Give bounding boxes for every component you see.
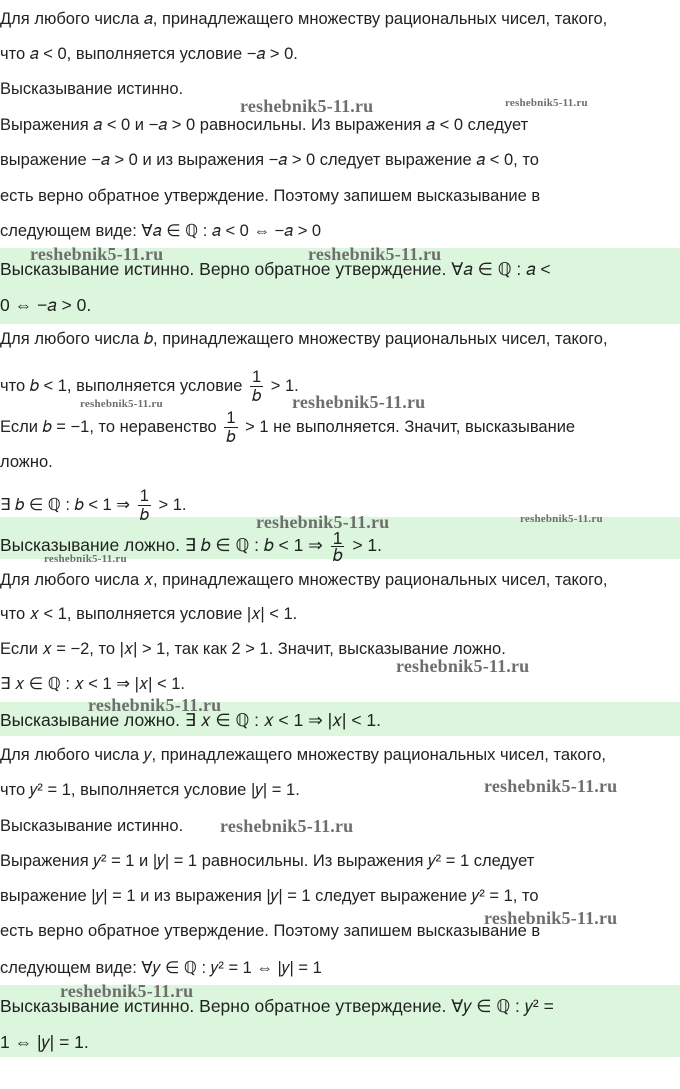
s1-line-4: Выражения 𝑎 < 0 и −𝑎 > 0 равносильны. Из выражения 𝑎 < 0 следует — [0, 116, 529, 134]
watermark: reshebnik5-11.ru — [505, 97, 588, 109]
s4-line-2: что 𝑦² = 1, выполняется условие |𝑦| = 1. — [0, 781, 300, 799]
s2-answer-text: Высказывание ложно. ∃ 𝑏 ∈ ℚ : 𝑏 < 1 ⇒ — [0, 535, 323, 556]
fraction-1-over-b — [250, 368, 263, 405]
s4-answer-line-1: Высказывание истинно. Верно обратное утверждение. ∀𝑦 ∈ ℚ : 𝑦² = — [0, 996, 554, 1016]
s1-line-1: Для любого числа 𝑎, принадлежащего множеству рациональных чисел, такого, — [0, 10, 608, 28]
s1-line-3: Высказывание истинно. — [0, 80, 184, 98]
fraction-numerator: 1 — [332, 528, 343, 548]
watermark: reshebnik5-11.ru — [396, 656, 530, 676]
s2-line-5-rhs: > 1. — [158, 495, 187, 514]
watermark: reshebnik5-11.ru — [520, 513, 603, 525]
watermark: reshebnik5-11.ru — [30, 244, 164, 264]
s2-line-4: ложно. — [0, 453, 53, 471]
s1-line-5: выражение −𝑎 > 0 и из выражения −𝑎 > 0 следует выражение 𝑎 < 0, то — [0, 151, 539, 169]
s4-line-3: Высказывание истинно. — [0, 817, 184, 835]
s3-line-4: ∃ 𝑥 ∈ ℚ : 𝑥 < 1 ⇒ |𝑥| < 1. — [0, 675, 185, 693]
watermark: reshebnik5-11.ru — [308, 244, 442, 264]
watermark: reshebnik5-11.ru — [484, 776, 618, 796]
s2-line-3-text: Если 𝑏 = −1, то неравенство — [0, 417, 217, 436]
watermark: reshebnik5-11.ru — [60, 981, 194, 1001]
watermark: reshebnik5-11.ru — [484, 908, 618, 928]
s4-line-6: есть верно обратное утверждение. Поэтому запишем высказывание в — [0, 922, 541, 940]
fraction-denominator: 𝑏 — [332, 545, 343, 565]
s4-line-7: следующем виде: ∀𝑦 ∈ ℚ : 𝑦² = 1 ⇔ |𝑦| = 1 — [0, 959, 322, 977]
s4-line-4: Выражения 𝑦² = 1 и |𝑦| = 1 равносильны. Из выражения 𝑦² = 1 следует — [0, 852, 535, 870]
fraction-numerator: 1 — [251, 368, 262, 386]
s3-answer-line: Высказывание ложно. ∃ 𝑥 ∈ ℚ : 𝑥 < 1 ⇒ |𝑥| < 1. — [0, 710, 382, 730]
s2-line-2-text: что 𝑏 < 1, выполняется условие — [0, 376, 243, 395]
fraction-numerator: 1 — [139, 487, 149, 505]
watermark: reshebnik5-11.ru — [256, 512, 390, 532]
watermark: reshebnik5-11.ru — [80, 398, 163, 410]
s2-line-3 — [0, 409, 680, 446]
fraction-1-over-b — [138, 487, 151, 524]
s1-answer-line-1: Высказывание истинно. Верно обратное утверждение. ∀𝑎 ∈ ℚ : 𝑎 < — [0, 259, 551, 279]
s4-line-1: Для любого числа 𝑦, принадлежащего множеству рациональных чисел, такого, — [0, 746, 607, 764]
s1-line-7: следующем виде: ∀𝑎 ∈ ℚ : 𝑎 < 0 ⇔ −𝑎 > 0 — [0, 222, 322, 240]
watermark: reshebnik5-11.ru — [88, 695, 222, 715]
watermark: reshebnik5-11.ru — [292, 392, 426, 412]
s1-line-2: что 𝑎 < 0, выполняется условие −𝑎 > 0. — [0, 45, 298, 63]
fraction-1-over-b — [331, 530, 345, 563]
fraction-denominator: 𝑏 — [226, 428, 236, 446]
fraction-1-over-b — [224, 409, 237, 446]
s2-line-3-rhs: > 1 не выполняется. Значит, высказывание — [245, 417, 576, 436]
s1-line-6: есть верно обратное утверждение. Поэтому запишем высказывание в — [0, 187, 541, 205]
s3-line-3: Если 𝑥 = −2, то |𝑥| > 1, так как 2 > 1. Значит, высказывание ложно. — [0, 640, 506, 658]
s1-answer-line-2: 0 ⇔ −𝑎 > 0. — [0, 295, 92, 315]
fraction-numerator: 1 — [226, 409, 236, 427]
s2-line-5-text: ∃ 𝑏 ∈ ℚ : 𝑏 < 1 ⇒ — [0, 495, 131, 514]
watermark: reshebnik5-11.ru — [240, 96, 374, 116]
s3-line-2: что 𝑥 < 1, выполняется условие |𝑥| < 1. — [0, 605, 298, 623]
fraction-denominator: 𝑏 — [139, 506, 149, 524]
s3-line-1: Для любого числа 𝑥, принадлежащего множеству рациональных чисел, такого, — [0, 571, 608, 589]
s4-line-5: выражение |𝑦| = 1 и из выражения |𝑦| = 1 следует выражение 𝑦² = 1, то — [0, 887, 539, 905]
s2-answer-rhs: > 1. — [352, 535, 383, 556]
s2-line-1: Для любого числа 𝑏, принадлежащего множеству рациональных чисел, такого, — [0, 330, 608, 348]
watermark: reshebnik5-11.ru — [220, 816, 354, 836]
s4-answer-line-2: 1 ⇔ |𝑦| = 1. — [0, 1032, 89, 1052]
fraction-denominator: 𝑏 — [251, 387, 262, 405]
watermark: reshebnik5-11.ru — [44, 553, 127, 565]
s2-line-2-rhs: > 1. — [270, 376, 299, 395]
